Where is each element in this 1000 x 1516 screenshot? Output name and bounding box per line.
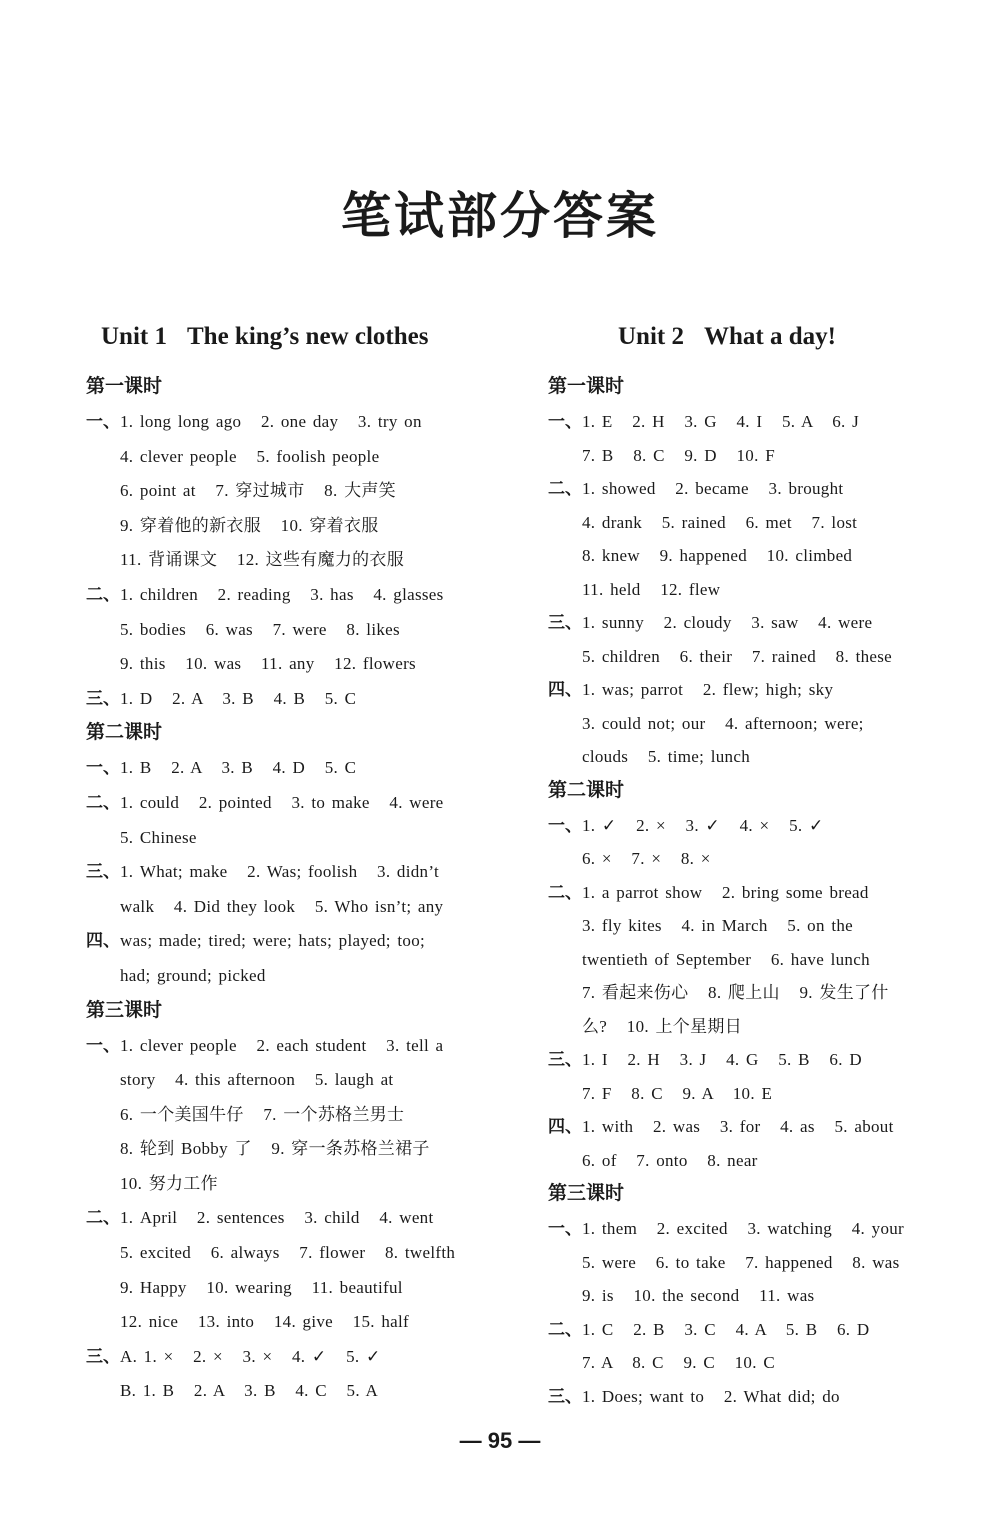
answer-line xyxy=(86,543,496,578)
answer-line xyxy=(548,1246,948,1280)
answer-text: 1. was; parrot 2. flew; high; sky xyxy=(582,680,834,699)
answer-text: twentieth of September 6. have lunch xyxy=(582,949,870,969)
answer-text: 1. children 2. reading 3. has 4. glasses xyxy=(120,584,444,604)
answer-text: 1. showed 2. became 3. brought xyxy=(582,479,844,498)
answer-blocks xyxy=(548,370,948,1413)
answer-line xyxy=(86,509,496,544)
answer-text: 10. 努力工作 xyxy=(120,1173,218,1193)
answer-line xyxy=(548,842,948,876)
answer-line xyxy=(548,1010,948,1044)
answer-line xyxy=(86,855,496,890)
answer-text: 6. × 7. × 8. × xyxy=(582,849,711,868)
answer-text: 1. long long ago 2. one day 3. try on xyxy=(120,412,422,431)
answer-line xyxy=(86,1063,496,1098)
answer-text: 1. a parrot show 2. bring some bread xyxy=(582,882,869,902)
answer-line xyxy=(548,640,948,674)
answer-text: 9. 穿着他的新衣服 10. 穿着衣服 xyxy=(120,515,379,535)
answer-text: 3. fly kites 4. in March 5. on the xyxy=(582,916,854,935)
lesson-heading: 第一课时 xyxy=(86,375,163,397)
answer-line xyxy=(548,1313,948,1347)
question-number: 三、 xyxy=(548,613,582,633)
answer-text: walk 4. Did they look 5. Who isn’t; any xyxy=(120,896,444,916)
answer-line xyxy=(548,606,948,640)
answer-line xyxy=(548,506,948,540)
answer-text: story 4. this afternoon 5. laugh at xyxy=(120,1070,394,1090)
answer-text: B. 1. B 2. A 3. B 4. C 5. A xyxy=(120,1381,379,1401)
answer-line xyxy=(548,1346,948,1380)
answer-text: 12. nice 13. into 14. give 15. half xyxy=(120,1312,410,1332)
answer-text: 1. sunny 2. cloudy 3. saw 4. were xyxy=(582,613,873,632)
answer-text: 7. B 8. C 9. D 10. F xyxy=(582,445,775,465)
answer-text: had; ground; picked xyxy=(120,965,266,985)
question-number: 四、 xyxy=(548,1117,582,1137)
answer-text: 1. C 2. B 3. C 4. A 5. B 6. D xyxy=(582,1319,870,1339)
answer-line xyxy=(86,1305,496,1340)
answer-text: 6. of 7. onto 8. near xyxy=(582,1150,758,1170)
answer-text: 7. 看起来伤心 8. 爬上山 9. 发生了什 xyxy=(582,983,889,1002)
unit-name: The king’s new clothes xyxy=(186,323,429,350)
answer-line xyxy=(86,578,496,613)
answer-text: 1. with 2. was 3. for 4. as 5. about xyxy=(582,1117,894,1136)
question-number: 二、 xyxy=(86,584,120,605)
answer-text: 3. could not; our 4. afternoon; were; xyxy=(582,713,864,733)
lesson-heading: 第一课时 xyxy=(548,375,625,397)
question-number: 二、 xyxy=(86,792,120,813)
lesson-heading: 第二课时 xyxy=(86,721,163,744)
question-number: 三、 xyxy=(86,1346,120,1367)
question-number: 二、 xyxy=(548,479,582,499)
answer-text: 9. is 10. the second 11. was xyxy=(582,1286,815,1305)
answer-line xyxy=(86,474,496,509)
page-title: 笔试部分答案 xyxy=(341,187,659,245)
answer-text: 1. could 2. pointed 3. to make 4. were xyxy=(120,792,444,812)
answer-line xyxy=(86,1340,496,1375)
question-number: 一、 xyxy=(86,1035,120,1056)
answer-text: 么? 10. 上个星期日 xyxy=(582,1016,742,1036)
answer-text: 5. excited 6. always 7. flower 8. twelfth xyxy=(120,1243,456,1263)
left-column xyxy=(86,318,496,1409)
answer-text: 1. clever people 2. each student 3. tell a xyxy=(120,1035,444,1055)
answer-text: 7. F 8. C 9. A 10. E xyxy=(582,1083,773,1103)
answer-text: 1. E 2. H 3. G 4. I 5. A 6. J xyxy=(582,412,860,431)
answer-text: A. 1. × 2. × 3. × 4. ✓ 5. ✓ xyxy=(120,1346,381,1366)
unit-title xyxy=(548,318,948,356)
question-number: 三、 xyxy=(548,1050,582,1070)
answer-line xyxy=(86,924,496,959)
answer-text: 6. 一个美国牛仔 7. 一个苏格兰男士 xyxy=(120,1104,405,1124)
answer-line xyxy=(548,1212,948,1246)
answer-text: 7. A 8. C 9. C 10. C xyxy=(582,1353,775,1372)
answer-text: 1. April 2. sentences 3. child 4. went xyxy=(120,1208,434,1228)
answer-text: 5. were 6. to take 7. happened 8. was xyxy=(582,1252,900,1272)
answer-text: 5. children 6. their 7. rained 8. these xyxy=(582,646,893,666)
answer-line xyxy=(548,673,948,707)
answer-line xyxy=(548,1043,948,1077)
answer-line xyxy=(548,809,948,843)
answer-text: 11. held 12. flew xyxy=(582,579,721,599)
answer-text: was; made; tired; were; hats; played; too; xyxy=(120,931,426,951)
answer-line xyxy=(86,405,496,440)
answer-text: 1. D 2. A 3. B 4. B 5. C xyxy=(120,688,357,708)
answer-line xyxy=(548,707,948,741)
answer-text: 1. ✓ 2. × 3. ✓ 4. × 5. ✓ xyxy=(582,815,824,835)
answer-text: 1. Does; want to 2. What did; do xyxy=(582,1386,840,1406)
answer-line xyxy=(548,876,948,910)
answer-text: clouds 5. time; lunch xyxy=(582,747,750,766)
answer-line xyxy=(86,440,496,475)
lesson-heading: 第二课时 xyxy=(548,778,625,801)
question-number: 二、 xyxy=(548,1319,582,1340)
page-number: — 95 — xyxy=(459,1428,541,1453)
answer-line xyxy=(548,909,948,943)
answer-line xyxy=(86,821,496,856)
question-number: 二、 xyxy=(86,1208,120,1229)
question-number: 三、 xyxy=(86,862,120,883)
answer-line xyxy=(548,1110,948,1144)
answer-line xyxy=(86,682,496,717)
answer-text: 5. Chinese xyxy=(120,827,197,847)
unit-number: Unit 2 xyxy=(618,323,684,350)
answer-text: 5. bodies 6. was 7. were 8. likes xyxy=(120,619,400,639)
answer-text: 1. B 2. A 3. B 4. D 5. C xyxy=(120,758,357,778)
question-number: 三、 xyxy=(86,688,120,709)
answer-line xyxy=(86,786,496,821)
answer-line xyxy=(548,405,948,439)
answer-line xyxy=(548,1144,948,1178)
lesson-heading: 第三课时 xyxy=(86,998,163,1021)
question-number: 三、 xyxy=(548,1386,582,1407)
answer-text: 4. clever people 5. foolish people xyxy=(120,446,380,466)
answer-line xyxy=(86,959,496,994)
question-number: 一、 xyxy=(86,758,120,779)
answer-text: 11. 背诵课文 12. 这些有魔力的衣服 xyxy=(120,550,405,570)
answer-line xyxy=(548,1380,948,1414)
answer-line xyxy=(86,1167,496,1202)
question-number: 一、 xyxy=(548,1219,582,1239)
answer-line xyxy=(86,1236,496,1271)
answer-text: 4. drank 5. rained 6. met 7. lost xyxy=(582,512,858,532)
answer-line xyxy=(548,1279,948,1313)
answer-line xyxy=(548,1077,948,1111)
answer-blocks xyxy=(86,370,496,1409)
answer-line xyxy=(548,439,948,473)
answer-line xyxy=(86,1374,496,1409)
answer-line xyxy=(86,613,496,648)
answer-line xyxy=(86,1271,496,1306)
answer-text: 6. point at 7. 穿过城市 8. 大声笑 xyxy=(120,481,396,501)
question-number: 四、 xyxy=(86,931,120,952)
answer-line xyxy=(86,1098,496,1133)
question-number: 一、 xyxy=(86,412,120,432)
lesson-heading: 第三课时 xyxy=(548,1182,625,1204)
answer-text: 8. 轮到 Bobby 了 9. 穿一条苏格兰裙子 xyxy=(120,1139,430,1159)
answer-text: 9. this 10. was 11. any 12. flowers xyxy=(120,654,416,674)
answer-text: 1. What; make 2. Was; foolish 3. didn’t xyxy=(120,862,440,882)
answer-line xyxy=(548,472,948,506)
answer-line xyxy=(548,943,948,977)
answer-line xyxy=(86,890,496,925)
question-number: 二、 xyxy=(548,882,582,903)
question-number: 四、 xyxy=(548,680,582,700)
right-column xyxy=(548,318,948,1413)
answer-text: 1. them 2. excited 3. watching 4. your xyxy=(582,1219,904,1238)
answer-text: 1. I 2. H 3. J 4. G 5. B 6. D xyxy=(582,1050,862,1069)
question-number: 一、 xyxy=(548,412,582,432)
unit-name: What a day! xyxy=(703,323,836,350)
answer-line xyxy=(548,539,948,573)
answer-text: 9. Happy 10. wearing 11. beautiful xyxy=(120,1277,403,1297)
answer-text: 8. knew 9. happened 10. climbed xyxy=(582,546,853,565)
answer-line xyxy=(86,1132,496,1167)
answer-line xyxy=(86,1029,496,1064)
unit-number: Unit 1 xyxy=(101,323,167,350)
answer-line xyxy=(548,740,948,774)
answer-line xyxy=(548,976,948,1010)
question-number: 一、 xyxy=(548,815,582,836)
answer-line xyxy=(86,751,496,786)
answer-line xyxy=(86,647,496,682)
answer-line xyxy=(86,1201,496,1236)
answer-line xyxy=(548,573,948,607)
unit-title xyxy=(86,318,496,356)
